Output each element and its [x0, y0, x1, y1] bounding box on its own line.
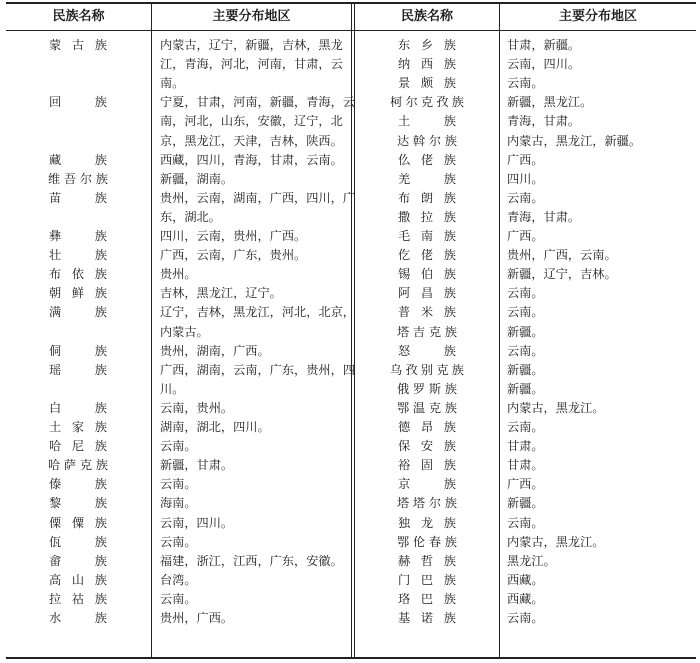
ethnic-group-name: 高山族 [49, 572, 107, 587]
ethnic-group-name: 哈尼族 [49, 439, 107, 454]
ethnic-group-name: 满族 [49, 305, 107, 320]
distribution-area-line: 广西。 [507, 229, 544, 243]
distribution-area-line: 四川。 [507, 171, 544, 186]
ethnic-group-name: 塔吉克族 [397, 324, 457, 339]
distribution-area-line: 新疆。 [507, 381, 544, 396]
distribution-area-line: 广西。 [507, 152, 544, 167]
distribution-area-line: 内蒙古，辽宁，新疆，吉林，黑龙 [160, 38, 343, 52]
ethnic-group-name: 景颇族 [398, 76, 456, 91]
ethnic-group-name: 达斡尔族 [397, 133, 457, 148]
distribution-area-line: 云南。 [507, 305, 544, 320]
ethnic-group-name: 俄罗斯族 [397, 381, 457, 396]
ethnic-group-name: 普米族 [398, 305, 456, 320]
distribution-area-line: 新疆，辽宁，吉林。 [507, 267, 617, 282]
distribution-area-line: 云南。 [507, 190, 544, 205]
header-right-name: 民族名称 [400, 9, 453, 24]
ethnic-group-name: 瑶族 [49, 362, 107, 377]
distribution-area-line: 云南，贵州。 [160, 400, 234, 415]
ethnic-group-name: 藏族 [49, 152, 107, 167]
distribution-area-line: 黑龙江。 [507, 553, 556, 568]
distribution-area-line: 青海，甘肃。 [507, 209, 581, 224]
ethnic-group-name: 黎族 [49, 496, 107, 511]
distribution-area-line: 广西。 [507, 477, 544, 492]
distribution-area-line: 新疆。 [507, 362, 544, 377]
ethnic-group-name: 基诺族 [398, 611, 456, 625]
ethnic-group-name: 保安族 [398, 439, 456, 454]
distribution-area-line: 贵州，广西。 [160, 611, 234, 625]
ethnic-group-name: 傣族 [49, 477, 107, 492]
distribution-area-line: 甘肃。 [507, 439, 544, 454]
ethnic-group-name: 德昂族 [398, 420, 456, 434]
ethnic-group-name: 苗族 [49, 190, 107, 205]
distribution-area-line: 广西，湖南，云南，广东，贵州，四 [160, 362, 355, 377]
distribution-area-line: 云南，四川。 [507, 57, 581, 72]
ethnic-group-name: 傈僳族 [49, 515, 107, 530]
distribution-area-line: 台湾。 [160, 572, 197, 587]
ethnic-group-name: 土族 [398, 114, 456, 129]
ethnic-group-name: 赫哲族 [398, 553, 456, 568]
ethnic-group-name: 撒拉族 [398, 209, 456, 224]
ethnic-group-name: 蒙古族 [49, 38, 107, 52]
ethnic-group-name: 彝族 [49, 229, 107, 243]
ethnic-group-name: 哈萨克族 [48, 458, 108, 473]
distribution-area-line: 湖南，湖北，四川。 [160, 420, 270, 434]
distribution-area-line: 云南。 [160, 591, 197, 606]
ethnic-group-name: 乌孜别克族 [390, 362, 464, 377]
ethnic-group-name: 鄂温克族 [397, 400, 457, 415]
distribution-area-line: 云南。 [160, 477, 197, 492]
ethnic-group-name: 朝鲜族 [49, 286, 107, 301]
distribution-area-line: 东，湖北。 [160, 209, 221, 224]
distribution-area-line: 云南。 [507, 515, 544, 530]
ethnic-group-name: 仡佬族 [398, 248, 456, 263]
distribution-area-line: 福建，浙江，江西，广东，安徽。 [160, 553, 343, 568]
distribution-area-line: 新疆。 [507, 496, 544, 511]
distribution-area-line: 云南。 [507, 76, 544, 91]
distribution-area-line: 青海，甘肃。 [507, 114, 581, 129]
distribution-area-line: 南，河北，山东，安徽，辽宁，北 [160, 114, 343, 129]
distribution-area-line: 云南。 [160, 534, 197, 549]
ethnic-group-name: 阿昌族 [398, 286, 456, 301]
header-right-area: 主要分布地区 [558, 9, 637, 24]
distribution-area-line: 辽宁，吉林，黑龙江，河北，北京， [160, 305, 355, 320]
ethnic-group-name: 鄂伦春族 [397, 534, 457, 549]
distribution-area-line: 内蒙古，黑龙江。 [507, 534, 605, 549]
column-divider [499, 3, 500, 658]
ethnic-group-name: 土家族 [49, 420, 107, 434]
ethnic-group-name: 怒族 [398, 343, 456, 358]
distribution-area-line: 南。 [160, 76, 185, 91]
distribution-area-line: 西藏，四川，青海，甘肃，云南。 [160, 152, 343, 167]
header-left-area: 主要分布地区 [212, 9, 291, 24]
ethnic-group-name: 独龙族 [398, 515, 456, 530]
distribution-area-line: 西藏。 [507, 572, 544, 587]
distribution-area-line: 甘肃。 [507, 458, 544, 473]
ethnic-group-name: 门巴族 [398, 572, 456, 587]
distribution-area-line: 云南。 [507, 343, 544, 358]
distribution-area-line: 内蒙古。 [160, 324, 209, 339]
distribution-area-line: 新疆，湖南。 [160, 171, 234, 186]
ethnic-group-name: 塔塔尔族 [397, 496, 457, 511]
ethnic-group-name: 羌族 [398, 171, 456, 186]
distribution-area-line: 甘肃，新疆。 [507, 38, 581, 52]
distribution-area-line: 川。 [160, 381, 185, 396]
distribution-area-line: 贵州，云南，湖南，广西，四川，广 [160, 190, 355, 205]
distribution-area-line: 海南。 [160, 496, 197, 511]
distribution-area-line: 新疆。 [507, 324, 544, 339]
ethnic-group-name: 裕固族 [398, 458, 456, 473]
distribution-area-line: 内蒙古，黑龙江。 [507, 400, 605, 415]
column-divider [151, 3, 152, 658]
distribution-area-line: 云南。 [507, 286, 544, 301]
distribution-area-line: 吉林，黑龙江，辽宁。 [160, 286, 282, 301]
ethnic-group-name: 布依族 [49, 267, 107, 282]
ethnic-group-name: 侗族 [49, 343, 107, 358]
ethnic-group-name: 畲族 [49, 553, 107, 568]
distribution-area-line: 云南。 [507, 611, 544, 625]
distribution-area-line: 云南，四川。 [160, 515, 234, 530]
distribution-area-line: 广西，云南，广东，贵州。 [160, 248, 307, 263]
distribution-area-line: 云南。 [507, 420, 544, 434]
header-left-name: 民族名称 [52, 9, 105, 24]
distribution-area-line: 贵州，广西，云南。 [507, 248, 617, 263]
ethnic-group-name: 布朗族 [398, 190, 456, 205]
distribution-area-line: 西藏。 [507, 591, 544, 606]
distribution-area-line: 京，黑龙江，天津，吉林，陕西。 [160, 133, 343, 148]
distribution-area-line: 四川，云南，贵州，广西。 [160, 229, 307, 243]
ethnic-group-name: 仫佬族 [398, 152, 456, 167]
distribution-area-line: 云南。 [160, 439, 197, 454]
ethnic-group-name: 拉祜族 [49, 591, 107, 606]
distribution-area-line: 新疆，甘肃。 [160, 458, 234, 473]
ethnic-group-name: 佤族 [49, 534, 107, 549]
ethnic-group-name: 水族 [49, 611, 107, 625]
ethnic-group-name: 维吾尔族 [48, 171, 108, 186]
ethnic-group-name: 锡伯族 [398, 267, 456, 282]
ethnic-group-name: 壮族 [49, 248, 107, 263]
ethnic-group-name: 柯尔克孜族 [390, 95, 464, 110]
distribution-area-line: 新疆，黑龙江。 [507, 95, 593, 110]
ethnic-group-name: 白族 [49, 400, 107, 415]
distribution-area-line: 内蒙古，黑龙江，新疆。 [507, 133, 642, 148]
ethnic-group-name: 东乡族 [398, 38, 456, 52]
ethnic-group-name: 珞巴族 [398, 591, 456, 606]
distribution-area-line: 江，青海，河北，河南，甘肃，云 [160, 57, 343, 72]
ethnic-group-name: 毛南族 [398, 229, 456, 243]
distribution-area-line: 宁夏，甘肃，河南，新疆，青海，云 [160, 95, 355, 110]
ethnic-group-name: 京族 [398, 477, 456, 492]
distribution-area-line: 贵州。 [160, 267, 197, 282]
distribution-area-line: 贵州，湖南，广西。 [160, 343, 270, 358]
ethnic-group-name: 回族 [49, 95, 107, 110]
ethnic-group-name: 纳西族 [398, 57, 456, 72]
